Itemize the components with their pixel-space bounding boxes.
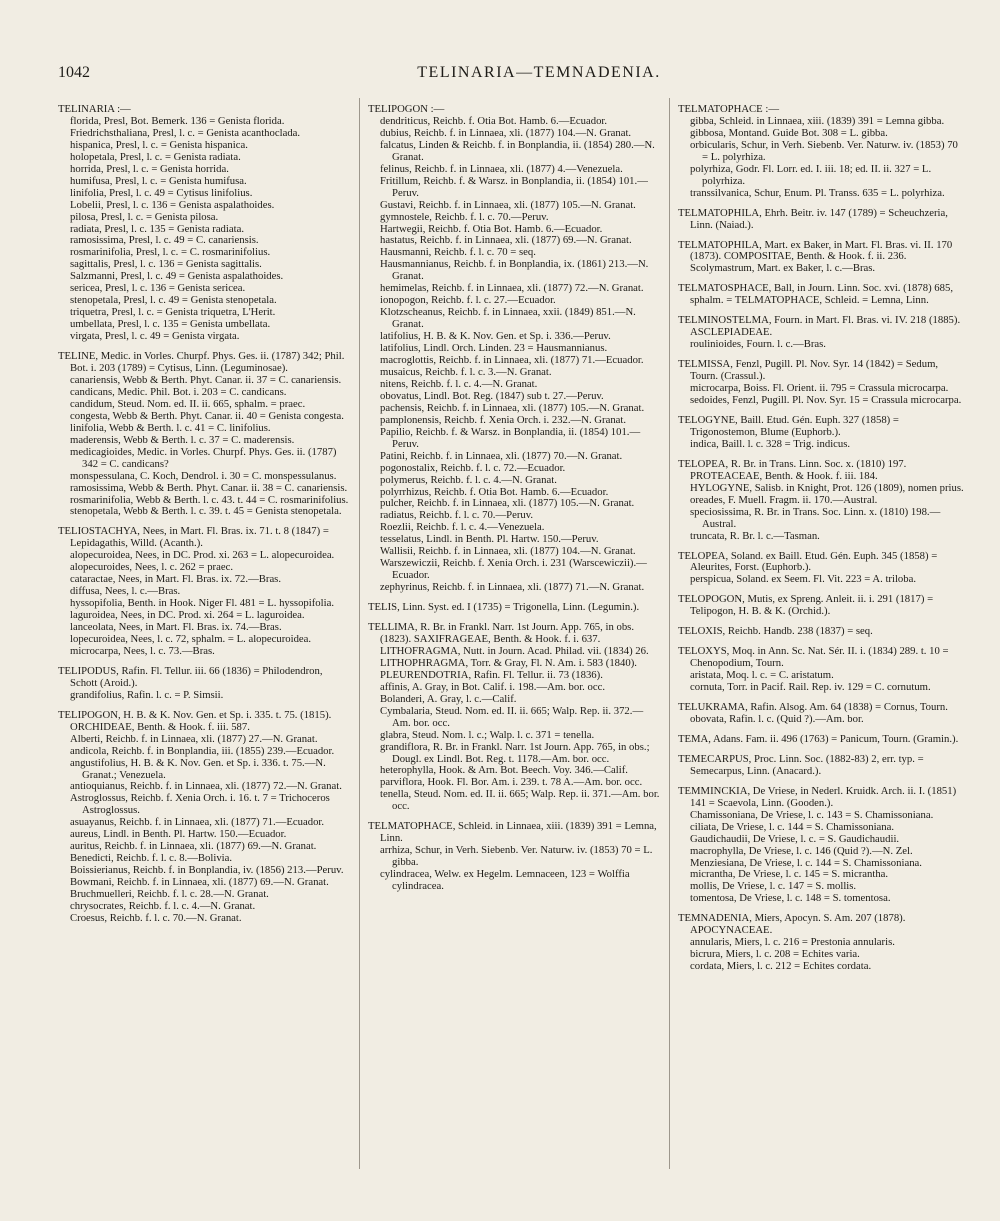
species-entry: Patini, Reichb. f. in Linnaea, xli. (1877) 70.—N. Granat. <box>380 449 623 462</box>
species-entry: Hartwegii, Reichb. f. Otia Bot. Hamb. 6.—Ecuador. <box>380 222 603 235</box>
species-entry: gibbosa, Montand. Guide Bot. 308 = L. gibba. <box>690 126 888 139</box>
species-entry: triquetra, Presl, l. c. = Genista triquetra, L'Herit. <box>70 306 276 319</box>
species-entry: obovatus, Lindl. Bot. Reg. (1847) sub t. 27.—Peruv. <box>380 389 604 402</box>
species-entry: candicans, Medic. Phil. Bot. i. 203 = C. candicans. <box>70 385 287 398</box>
genus-entry: TELOGYNE, Baill. Etud. Gén. Euph. 327 (1858) = Trigonostemon, Blume (Euphorb.). <box>678 413 899 438</box>
genus-entry: TELMATOPHACE :— <box>678 104 780 115</box>
genus-entry: TEMNADENIA, Miers, Apocyn. S. Am. 207 (1878). APOCYNACEAE. <box>678 912 906 937</box>
genus-entry: TEMA, Adans. Fam. ii. 496 (1763) = Panicum, Tourn. (Gramin.). <box>678 732 959 745</box>
genus-entry: TELOXIS, Reichb. Handb. 238 (1837) = seq. <box>678 625 873 638</box>
species-entry: Bruchmuelleri, Reichb. f. l. c. 28.—N. Granat. <box>70 888 269 901</box>
species-entry: pamplonensis, Reichb. f. Xenia Orch. i. 232.—N. Granat. <box>380 413 627 426</box>
species-entry: latifolius, H. B. & K. Nov. Gen. et Sp. i. 336.—Peruv. <box>380 330 611 343</box>
species-entry: grandifolius, Rafin. l. c. = P. Simsii. <box>70 688 224 701</box>
species-entry: arrhiza, Schur, in Verh. Siebenb. Ver. Naturw. iv. (1853) 70 = L. gibba. <box>380 844 653 869</box>
species-entry: umbellata, Presl, l. c. 135 = Genista umbellata. <box>70 318 271 331</box>
species-entry: grandiflora, R. Br. in Frankl. Narr. 1st Journ. App. 765, in obs.; Dougl. ex Lindl. Bot. Reg. t. 1178.—Am. bor. occ. <box>380 740 650 765</box>
species-entry: lopecuroidea, Nees, l. c. 72, sphalm. = L. alopecuroidea. <box>70 632 312 645</box>
species-entry: speciosissima, R. Br. in Trans. Soc. Linn. x. (1810) 198.—Austral. <box>690 505 941 530</box>
species-entry: Alberti, Reichb. f. in Linnaea, xli. (1877) 27.—N. Granat. <box>70 732 318 745</box>
species-entry: ionopogon, Reichb. f. l. c. 27.—Ecuador. <box>380 294 556 307</box>
species-entry: ramosissima, Webb & Berth. Phyt. Canar. ii. 38 = C. canariensis. <box>70 481 348 494</box>
species-entry: Croesus, Reichb. f. l. c. 70.—N. Granat. <box>70 911 242 924</box>
species-entry: aureus, Lindl. in Benth. Pl. Hartw. 150.—Ecuador. <box>70 828 287 841</box>
page-number: 1042 <box>58 64 90 81</box>
species-entry: Benedicti, Reichb. f. l. c. 8.—Bolivia. <box>70 852 233 865</box>
species-entry: HYLOGYNE, Salisb. in Knight, Prot. 126 (1809), nomen prius. <box>690 481 964 494</box>
species-entry: stenopetala, Presl, l. c. 49 = Genista stenopetala. <box>70 294 277 307</box>
genus-entry: TELUKRAMA, Rafin. Alsog. Am. 64 (1838) = Cornus, Tourn. <box>678 701 948 714</box>
species-entry: sagittalis, Presl, l. c. 136 = Genista sagittalis. <box>70 258 262 271</box>
species-entry: cornuta, Torr. in Pacif. Rail. Rep. iv. 129 = C. cornutum. <box>690 681 931 694</box>
species-entry: polyrhiza, Godr. Fl. Lorr. ed. I. iii. 18; ed. II. ii. 327 = L. polyrhiza. <box>690 162 932 187</box>
column-divider <box>359 98 360 1169</box>
genus-entry: TEMECARPUS, Proc. Linn. Soc. (1882-83) 2, err. typ. = Semecarpus, Linn. (Anacard.). <box>678 752 924 777</box>
species-entry: Menziesiana, De Vriese, l. c. 144 = S. Chamissoniana. <box>690 856 922 869</box>
species-entry: musaicus, Reichb. f. l. c. 3.—N. Granat. <box>380 365 552 378</box>
genus-entry: TELMATOPHILA, Ehrh. Beitr. iv. 147 (1789) = Scheuchzeria, Linn. (Naiad.). <box>678 206 948 231</box>
species-entry: radiatus, Reichb. f. l. c. 70.—Peruv. <box>380 509 534 522</box>
species-entry: parviflora, Hook. Fl. Bor. Am. i. 239. t. 78 A.—Am. bor. occ. <box>380 776 643 789</box>
species-entry: macroglottis, Reichb. f. in Linnaea, xli. (1877) 71.—Ecuador. <box>380 354 644 367</box>
species-entry: truncata, R. Br. l. c.—Tasman. <box>690 529 820 542</box>
species-entry: humifusa, Presl, l. c. = Genista humifusa. <box>70 174 247 187</box>
species-entry: PLEURENDOTRIA, Rafin. Fl. Tellur. ii. 73 (1836). <box>380 668 603 681</box>
species-entry: microcarpa, Boiss. Fl. Orient. ii. 795 = Crassula microcarpa. <box>690 382 949 395</box>
species-entry: rosmarinifolia, Presl, l. c. = C. rosmarinifolius. <box>70 246 271 259</box>
species-entry: cordata, Miers, l. c. 212 = Echites cordata. <box>690 960 872 973</box>
species-entry: antioquianus, Reichb. f. in Linnaea, xli. (1877) 72.—N. Granat. <box>70 780 342 793</box>
species-entry: polyrrhizus, Reichb. f. Otia Bot. Hamb. 6.—Ecuador. <box>380 485 609 498</box>
species-entry: tesselatus, Lindl. in Benth. Pl. Hartw. 150.—Peruv. <box>380 533 599 546</box>
species-entry: transsilvanica, Schur, Enum. Pl. Transs. 635 = L. polyrhiza. <box>690 186 945 199</box>
species-entry: lanceolata, Nees, in Mart. Fl. Bras. ix. 74.—Bras. <box>70 621 282 634</box>
species-entry: pulcher, Reichb. f. in Linnaea, xli. (1877) 105.—N. Granat. <box>380 497 635 510</box>
genus-entry: TELMATOSPHACE, Ball, in Journ. Linn. Soc. xvi. (1878) 685, sphalm. = TELMATOPHACE, Schleid. = Lemna, Linn. <box>678 282 954 307</box>
species-entry: alopecuroides, Nees, l. c. 262 = praec. <box>70 561 234 574</box>
species-entry: Friedrichsthaliana, Presl, l. c. = Genista acanthoclada. <box>70 126 301 139</box>
species-entry: Scolymastrum, Mart. ex Baker, l. c.—Bras. <box>690 262 876 275</box>
species-entry: congesta, Webb & Berth. Phyt. Canar. ii. 40 = Genista congesta. <box>70 409 344 422</box>
genus-entry: TEMMINCKIA, De Vriese, in Nederl. Kruidk. Arch. ii. I. (1851) 141 = Scaevola, Linn. (Gooden.). <box>678 784 957 809</box>
running-header <box>58 64 960 86</box>
species-entry: roulinioides, Fourn. l. c.—Bras. <box>690 338 826 351</box>
species-entry: latifolius, Lindl. Orch. Linden. 23 = Hausmannianus. <box>380 342 608 355</box>
species-entry: LITHOFRAGMA, Nutt. in Journ. Acad. Philad. vii. (1834) 26. <box>380 644 649 657</box>
species-entry: perspicua, Soland. ex Seem. Fl. Vit. 223 = A. triloba. <box>690 573 917 586</box>
column-middle <box>368 104 660 893</box>
column-divider <box>669 98 670 1169</box>
species-entry: Gaudichaudii, De Vriese, l. c. = S. Gaudichaudii. <box>690 832 900 845</box>
species-entry: Wallisii, Reichb. f. in Linnaea, xli. (1877) 104.—N. Granat. <box>380 545 636 558</box>
column-left <box>58 104 350 925</box>
species-entry: falcatus, Linden & Reichb. f. in Bonplandia, ii. (1854) 280.—N. Granat. <box>380 138 655 163</box>
species-entry: heterophylla, Hook. & Arn. Bot. Beech. Voy. 346.—Calif. <box>380 764 628 777</box>
species-entry: dubius, Reichb. f. in Linnaea, xli. (1877) 104.—N. Granat. <box>380 126 632 139</box>
species-entry: gibba, Schleid. in Linnaea, xiii. (1839) 391 = Lemna gibba. <box>690 114 945 127</box>
column-right <box>678 104 966 973</box>
genus-entry: TELINE, Medic. in Vorles. Churpf. Phys. Ges. ii. (1787) 342; Phil. Bot. i. 203 (1789) = Cytisus, Linn. (Leguminosae). <box>58 350 345 375</box>
genus-entry: TELIS, Linn. Syst. ed. I (1735) = Trigonella, Linn. (Legumin.). <box>368 601 640 614</box>
genus-entry: TELLIMA, R. Br. in Frankl. Narr. 1st Journ. App. 765, in obs. (1823). SAXIFRAGEAE, Benth. & Hook. f. i. 637. <box>368 621 634 645</box>
genus-entry: TELIOSTACHYA, Nees, in Mart. Fl. Bras. ix. 71. t. 8 (1847) = Lepidagathis, Willd. (Acanth.). <box>58 525 329 550</box>
species-entry: Boissierianus, Reichb. f. in Bonplandia, iv. (1856) 213.—Peruv. <box>70 864 344 877</box>
species-entry: annularis, Miers, l. c. 216 = Prestonia annularis. <box>690 936 895 949</box>
species-entry: Fritillum, Reichb. f. & Warsz. in Bonplandia, ii. (1854) 101.—Peruv. <box>380 174 648 199</box>
species-entry: bicrura, Miers, l. c. 208 = Echites varia. <box>690 948 860 961</box>
genus-entry: TELMATOPHILA, Mart. ex Baker, in Mart. Fl. Bras. vi. II. 170 (1873). COMPOSITAE, Benth. & Hook. f. ii. 236. <box>678 238 953 263</box>
species-entry: auritus, Reichb. f. in Linnaea, xli. (1877) 69.—N. Granat. <box>70 840 317 853</box>
species-entry: indica, Baill. l. c. 328 = Trig. indicus. <box>690 437 851 450</box>
species-entry: hastatus, Reichb. f. in Linnaea, xli. (1877) 69.—N. Granat. <box>380 234 632 247</box>
species-entry: andicola, Reichb. f. in Bonplandia, iii. (1855) 239.—Ecuador. <box>70 744 335 757</box>
species-entry: chrysocrates, Reichb. f. l. c. 4.—N. Granat. <box>70 900 256 912</box>
species-entry: Salzmanni, Presl, l. c. 49 = Genista aspalathoides. <box>70 270 284 283</box>
species-entry: hispanica, Presl, l. c. = Genista hispanica. <box>70 138 248 151</box>
species-entry: virgata, Presl, l. c. 49 = Genista virgata. <box>70 330 240 343</box>
species-entry: Hausmanni, Reichb. f. l. c. 70 = seq. <box>380 246 536 259</box>
species-entry: asuayanus, Reichb. f. in Linnaea, xli. (1877) 71.—Ecuador. <box>70 816 325 829</box>
species-entry: diffusa, Nees, l. c.—Bras. <box>70 585 181 598</box>
species-entry: linifolia, Presl, l. c. 49 = Cytisus linifolius. <box>70 186 253 199</box>
species-entry: Klotzscheanus, Reichb. f. in Linnaea, xxii. (1849) 851.—N. Granat. <box>380 306 636 331</box>
species-entry: monspessulana, C. Koch, Dendrol. i. 30 = C. monspessulanus. <box>70 469 337 482</box>
species-entry: micrantha, De Vriese, l. c. 145 = S. micrantha. <box>690 868 889 881</box>
genus-entry: TELOPOGON, Mutis, ex Spreng. Anleit. ii. i. 291 (1817) = Telipogon, H. B. & K. (Orchid.). <box>678 593 934 618</box>
species-entry: glabra, Steud. Nom. l. c.; Walp. l. c. 371 = tenella. <box>380 728 595 741</box>
species-entry: Papilio, Reichb. f. & Warsz. in Bonplandia, ii. (1854) 101.—Peruv. <box>380 425 641 450</box>
genus-entry: TELINARIA :— <box>58 104 131 115</box>
species-entry: Cymbalaria, Steud. Nom. ed. II. ii. 665; Walp. Rep. ii. 372.—Am. bor. occ. <box>380 704 644 729</box>
genus-entry: TELOXYS, Moq. in Ann. Sc. Nat. Sér. II. i. (1834) 289. t. 10 = Chenopodium, Tourn. <box>678 645 949 670</box>
species-entry: angustifolius, H. B. & K. Nov. Gen. et Sp. i. 336. t. 75.—N. Granat.; Venezuela. <box>70 756 326 781</box>
species-entry: horrida, Presl, l. c. = Genista horrida. <box>70 162 229 175</box>
species-entry: Lobelii, Presl, l. c. 136 = Genista aspalathoides. <box>70 198 275 211</box>
species-entry: dendriticus, Reichb. f. Otia Bot. Hamb. 6.—Ecuador. <box>380 114 608 127</box>
species-entry: polymerus, Reichb. f. l. c. 4.—N. Granat. <box>380 473 557 486</box>
species-entry: tomentosa, De Vriese, l. c. 148 = S. tomentosa. <box>690 892 891 905</box>
species-entry: microcarpa, Nees, l. c. 73.—Bras. <box>70 644 215 657</box>
species-entry: obovata, Rafin. l. c. (Quid ?).—Am. bor. <box>690 712 864 725</box>
species-entry: macrophylla, De Vriese, l. c. 146 (Quid ?).—N. Zel. <box>690 844 913 857</box>
genus-entry: TELOPEA, Soland. ex Baill. Etud. Gén. Euph. 345 (1858) = Aleurites, Forst. (Euphorb.). <box>678 549 938 574</box>
species-entry: linifolia, Webb & Berth. l. c. 41 = C. linifolius. <box>70 421 271 434</box>
genus-entry: TELIPOGON :— <box>368 104 445 115</box>
species-entry: Roezlii, Reichb. f. l. c. 4.—Venezuela. <box>380 521 545 534</box>
species-entry: ciliata, De Vriese, l. c. 144 = S. Chamissoniana. <box>690 820 895 833</box>
species-entry: pogonostalix, Reichb. f. l. c. 72.—Ecuador. <box>380 461 566 474</box>
species-entry: holopetala, Presl, l. c. = Genista radiata. <box>70 150 241 163</box>
species-entry: cylindracea, Welw. ex Hegelm. Lemnaceen, 123 = Wolffia cylindracea. <box>380 868 630 893</box>
species-entry: gymnostele, Reichb. f. l. c. 70.—Peruv. <box>380 210 549 223</box>
species-entry: ramosissima, Presl, l. c. 49 = C. canariensis. <box>70 234 259 247</box>
species-entry: Bowmani, Reichb. f. in Linnaea, xli. (1877) 69.—N. Granat. <box>70 876 329 889</box>
species-entry: canariensis, Webb & Berth. Phyt. Canar. ii. 37 = C. canariensis. <box>70 373 342 386</box>
species-entry: Hausmannianus, Reichb. f. in Bonplandia, ix. (1861) 213.—N. Granat. <box>380 258 649 283</box>
species-entry: felinus, Reichb. f. in Linnaea, xli. (1877) 4.—Venezuela. <box>380 162 623 175</box>
species-entry: Warszewiczii, Reichb. f. Xenia Orch. i. 231 (Warscewiczii).—Ecuador. <box>380 557 647 582</box>
species-entry: Gustavi, Reichb. f. in Linnaea, xli. (1877) 105.—N. Granat. <box>380 198 636 211</box>
genus-entry: TELMATOPHACE, Schleid. in Linnaea, xiii. (1839) 391 = Lemna, Linn. <box>368 820 657 845</box>
species-entry: Chamissoniana, De Vriese, l. c. 143 = S. Chamissoniana. <box>690 808 934 821</box>
species-entry: orbicularis, Schur, in Verh. Siebenb. Ver. Naturw. iv. (1853) 70 = L. polyrhiza. <box>690 138 958 163</box>
genus-entry: TELIPOGON, H. B. & K. Nov. Gen. et Sp. i. 335. t. 75. (1815). ORCHIDEAE, Benth. & Hook. f. iii. 587. <box>58 708 332 733</box>
species-entry: laguroidea, Nees, in DC. Prod. xi. 264 = L. laguroidea. <box>70 609 305 622</box>
species-entry: hyssopifolia, Benth. in Hook. Niger Fl. 481 = L. hyssopifolia. <box>70 597 334 610</box>
species-entry: zephyrinus, Reichb. f. in Linnaea, xli. (1877) 71.—N. Granat. <box>380 581 645 594</box>
species-entry: LITHOPHRAGMA, Torr. & Gray, Fl. N. Am. i. 583 (1840). <box>380 656 637 669</box>
species-entry: cataractae, Nees, in Mart. Fl. Bras. ix. 72.—Bras. <box>70 573 282 586</box>
species-entry: alopecuroidea, Nees, in DC. Prod. xi. 263 = L. alopecuroidea. <box>70 549 335 562</box>
species-entry: oreades, F. Muell. Fragm. ii. 170.—Austral. <box>690 493 878 506</box>
genus-entry: TELOPEA, R. Br. in Trans. Linn. Soc. x. (1810) 197. PROTEACEAE, Benth. & Hook. f. iii. 184. <box>678 457 907 482</box>
species-entry: pilosa, Presl, l. c. = Genista pilosa. <box>70 210 219 223</box>
species-entry: hemimelas, Reichb. f. in Linnaea, xli. (1877) 72.—N. Granat. <box>380 282 644 295</box>
species-entry: florida, Presl, Bot. Bemerk. 136 = Genista florida. <box>70 114 285 127</box>
species-entry: affinis, A. Gray, in Bot. Calif. i. 198.—Am. bor. occ. <box>380 680 606 693</box>
species-entry: candidum, Steud. Nom. ed. II. ii. 665, sphalm. = praec. <box>70 397 306 410</box>
genus-entry: TELMISSA, Fenzl, Pugill. Pl. Nov. Syr. 14 (1842) = Sedum, Tourn. (Crassul.). <box>678 358 939 383</box>
species-entry: radiata, Presl, l. c. 135 = Genista radiata. <box>70 222 245 235</box>
species-entry: Astroglossus, Reichb. f. Xenia Orch. i. 16. t. 7 = Trichoceros Astroglossus. <box>70 792 330 817</box>
species-entry: medicagioides, Medic. in Vorles. Churpf. Phys. Ges. ii. (1787) 342 = C. candicans? <box>70 445 337 470</box>
species-entry: mollis, De Vriese, l. c. 147 = S. mollis. <box>690 880 857 893</box>
species-entry: aristata, Moq. l. c. = C. aristatum. <box>690 669 834 682</box>
genus-entry: TELIPODUS, Rafin. Fl. Tellur. iii. 66 (1836) = Philodendron, Schott (Aroid.). <box>58 664 323 689</box>
page-title: TELINARIA—TEMNADENIA. <box>417 64 661 81</box>
species-entry: nitens, Reichb. f. l. c. 4.—N. Granat. <box>380 377 538 390</box>
species-entry: stenopetala, Webb & Berth. l. c. 39. t. 45 = Genista stenopetala. <box>70 505 342 518</box>
species-entry: sedoides, Fenzl, Pugill. Pl. Nov. Syr. 15 = Crassula microcarpa. <box>690 394 962 407</box>
species-entry: Bolanderi, A. Gray, l. c.—Calif. <box>380 692 517 705</box>
species-entry: tenella, Steud. Nom. ed. II. ii. 665; Walp. Rep. ii. 371.—Am. bor. occ. <box>380 788 660 813</box>
genus-entry: TELMINOSTELMA, Fourn. in Mart. Fl. Bras. vi. IV. 218 (1885). ASCLEPIADEAE. <box>678 314 961 339</box>
species-entry: maderensis, Webb & Berth. l. c. 37 = C. maderensis. <box>70 433 295 446</box>
species-entry: rosmarinifolia, Webb & Berth. l. c. 43. t. 44 = C. rosmarinifolius. <box>70 493 349 506</box>
species-entry: sericea, Presl, l. c. 136 = Genista sericea. <box>70 282 246 295</box>
species-entry: pachensis, Reichb. f. in Linnaea, xli. (1877) 105.—N. Granat. <box>380 401 645 414</box>
